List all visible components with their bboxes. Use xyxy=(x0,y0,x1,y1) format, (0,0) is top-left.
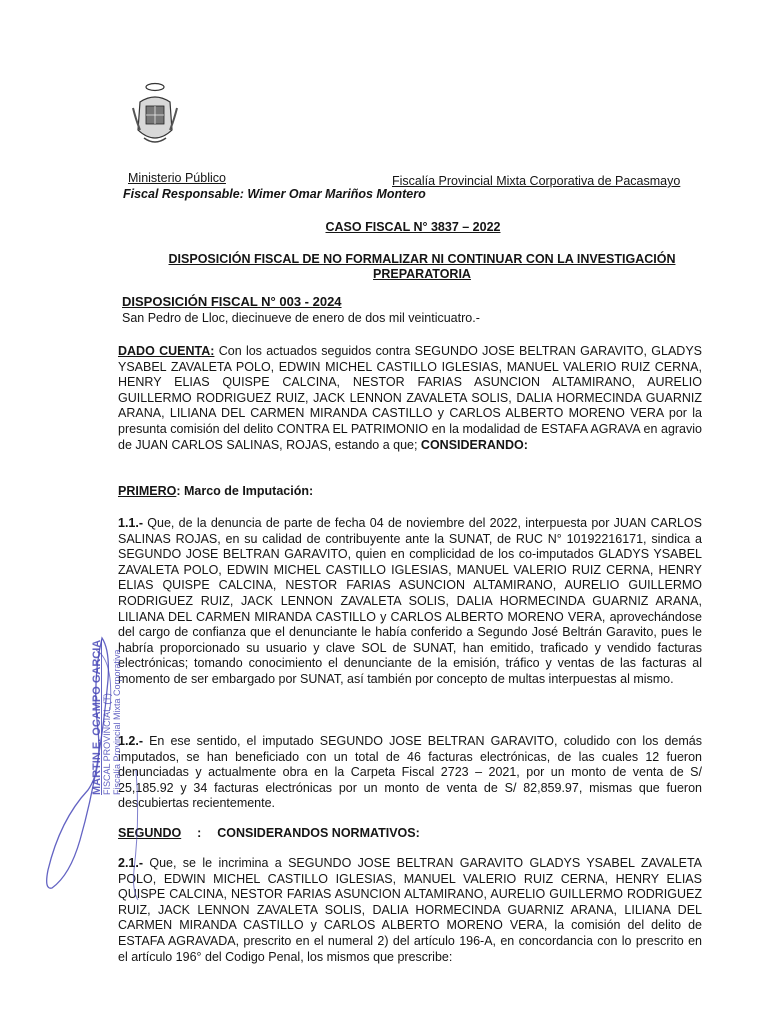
prosecutor-stamp xyxy=(92,640,122,795)
segundo-title: CONSIDERANDOS NORMATIVOS: xyxy=(217,826,420,840)
primero-title: : Marco de Imputación: xyxy=(176,484,314,498)
institution-name: Ministerio Público xyxy=(128,171,226,185)
segundo-label: SEGUNDO xyxy=(118,826,182,840)
dado-cuenta-paragraph xyxy=(118,344,702,453)
stamp-line-1: FISCAL PROVINCIAL (T) xyxy=(102,693,112,795)
disposition-number: DISPOSICIÓN FISCAL N° 003 - 2024 xyxy=(122,294,342,309)
paragraph-1-2 xyxy=(118,734,702,812)
place-date: San Pedro de Lloc, diecinueve de enero de dos mil veinticuatro.- xyxy=(122,311,480,325)
paragraph-body: Que, se le incrimina a SEGUNDO JOSE BELTRAN GARAVITO GLADYS YSABEL ZAVALETA POLO, EDWIN MICHEL CASTILLO IGLESIAS, MANUEL VALERIO RUIZ CERNA, HENRY ELIAS QUISPE CALCINA, NESTOR FARIAS ASUNCION ALTAMIRANO, AURELIO GUILLERMO RODRIGUEZ RUIZ, JACK LENNON ZAVALETA SOLIS, DALIA HORMECINDA GUARNIZ ARANA, LILIANA DEL CARMEN MIRANDA CASTILLO y CARLOS ALBERTO MORENO VERA, la comisión del delito de ESTAFA AGRAVADA, prescrito en el numeral 2) del artículo 196-A, en concordancia con lo prescrito en el artículo 196° del Codigo Penal, los mismos que prescribe: xyxy=(118,856,702,964)
primero-label: PRIMERO xyxy=(118,484,177,498)
case-number: CASO FISCAL N° 3837 – 2022 xyxy=(325,220,501,234)
dado-cuenta-body: Con los actuados seguidos contra SEGUNDO JOSE BELTRAN GARAVITO, GLADYS YSABEL ZAVALETA POLO, EDWIN MICHEL CASTILLO IGLESIAS, MANUEL VALERIO RUIZ CERNA, HENRY ELIAS QUISPE CALCINA, NESTOR FARIAS ASUNCION ALTAMIRANO, AURELIO GUILLERMO RODRIGUEZ RUIZ, JACK LENNON ZAVALETA SOLIS, DALIA HORMECINDA GUARNIZ ARANA, LILIANA DEL CARMEN MIRANDA CASTILLO y CARLOS ALBERTO MORENO VERA por la presunta comisión del delito CONTRA EL PATRIMONIO en la modalidad de ESTAFA AGRAVA en agravio de JUAN CARLOS SALINAS, ROJAS, estando a que; xyxy=(118,344,702,452)
segundo-separator: : xyxy=(197,826,202,840)
section-primero-heading xyxy=(118,484,702,500)
section-segundo-heading xyxy=(118,826,702,842)
paragraph-1-1 xyxy=(118,516,702,688)
considerando-label: CONSIDERANDO: xyxy=(417,437,528,452)
paragraph-number: 1.1.- xyxy=(118,516,144,530)
stamp-name: MARTIN E. OCAMPO GARCIA xyxy=(91,639,103,795)
paragraph-body: Que, de la denuncia de parte de fecha 04 de noviembre del 2022, interpuesta por JUAN CARLOS SALINAS ROJAS, en su calidad de contribuyente ante la SUNAT, de RUC N° 10192216171, sindica a SEGUNDO JOSE BELTRAN GARAVITO, quien en complicidad de los co-imputados GLADYS YSABEL ZAVALETA POLO, EDWIN MICHEL CASTILLO IGLESIAS, MANUEL VALERIO RUIZ CERNA, HENRY ELIAS QUISPE CALCINA, NESTOR FARIAS ASUNCION ALTAMIRANO, AURELIO GUILLERMO RODRIGUEZ RUIZ, JACK LENNON ZAVALETA SOLIS, DALIA HORMECINDA GUARNIZ ARANA, LILIANA DEL CARMEN MIRANDA CASTILLO y CARLOS ALBERTO MORENO VERA, aprovechándose del cargo de confianza que el denunciante le había conferido a Segundo José Beltrán Garavito, pues le habría proporcionado su usuario y clave SOL de SUNAT, han emitido, traficado y vendido facturas electrónicas; tomando conocimiento el denunciante de la emisión, tráfico y ventas de las facturas al momento de ser embargado por SUNAT, así también por concepto de multas interpuestas al mismo. xyxy=(118,516,702,686)
document-title: DISPOSICIÓN FISCAL DE NO FORMALIZAR NI CONTINUAR CON LA INVESTIGACIÓN PREPARATORIA xyxy=(168,252,676,281)
responsible-prosecutor: Fiscal Responsable: Wimer Omar Mariños Montero xyxy=(123,187,426,201)
coat-of-arms-seal-icon xyxy=(130,80,180,152)
paragraph-body: En ese sentido, el imputado SEGUNDO JOSE BELTRAN GARAVITO, coludido con los demás imputados, se han beneficiado con un total de 46 facturas electrónicas, de las cuales 12 fueron denunciadas y actualmente obra en la Carpeta Fiscal 2723 – 2021, por un monto de venta de S/ 25,185.92 y 34 facturas electrónicas por un monto de venta de S/ 82,859.97, mismas que fueron descubiertas recientemente. xyxy=(118,734,702,811)
paragraph-2-1 xyxy=(118,856,702,965)
paragraph-number: 1.2.- xyxy=(118,734,144,748)
paragraph-number: 2.1.- xyxy=(118,856,144,870)
dado-cuenta-label: DADO CUENTA: xyxy=(118,344,215,358)
office-name: Fiscalía Provincial Mixta Corporativa de Pacasmayo xyxy=(392,174,681,188)
stamp-line-2: Fiscalía Provincial Mixta Corporativa xyxy=(112,649,122,795)
